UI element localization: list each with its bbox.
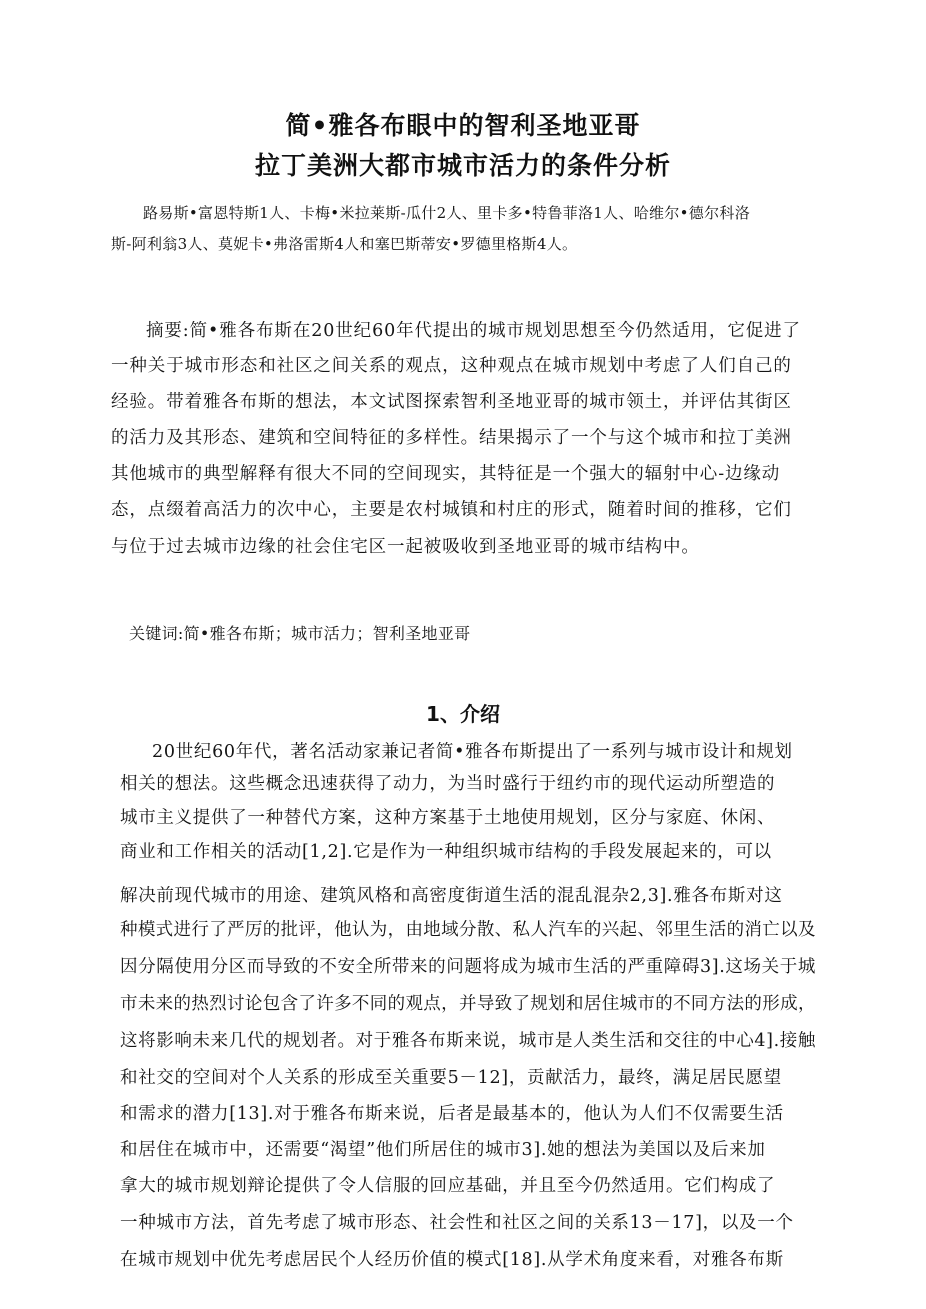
body-line: 在城市规划中优先考虑居民个人经历价值的模式[18].从学术角度来看，对雅各布斯	[120, 1250, 784, 1270]
body-line: 一种城市方法，首先考虑了城市形态、社会性和社区之间的关系13－17]，以及一个	[120, 1213, 794, 1233]
keywords: 关键词:简•雅各布斯；城市活力；智利圣地亚哥	[129, 624, 471, 643]
body-line: 20世纪60年代，著名活动家兼记者简•雅各布斯提出了一系列与城市设计和规划	[152, 742, 793, 762]
body-line: 和居住在城市中，还需要“渴望”他们所居住的城市3].她的想法为美国以及后来加	[120, 1140, 766, 1160]
body-line: 解决前现代城市的用途、建筑风格和高密度街道生活的混乱混杂2,3].雅各布斯对这	[120, 886, 783, 906]
abstract-line: 与位于过去城市边缘的社会住宅区一起被吸收到圣地亚哥的城市结构中。	[111, 537, 700, 557]
section-heading: 1、介绍	[426, 702, 500, 726]
body-line: 城市主义提供了一种替代方案，这种方案基于土地使用规划，区分与家庭、休闲、	[120, 808, 776, 828]
body-line: 相关的想法。这些概念迅速获得了动力，为当时盛行于纽约市的现代运动所塑造的	[120, 774, 776, 794]
body-line: 种模式进行了严厉的批评，他认为，由地域分散、私人汽车的兴起、邻里生活的消亡以及	[120, 920, 816, 940]
abstract-line: 的活力及其形态、建筑和空间特征的多样性。结果揭示了一个与这个城市和拉丁美洲	[111, 428, 792, 448]
abstract-line: 摘要:简•雅各布斯在20世纪60年代提出的城市规划思想至今仍然适用，它促进了	[146, 321, 801, 341]
body-line: 和需求的潜力[13].对于雅各布斯来说，后者是最基本的，他认为人们不仅需要生活	[120, 1104, 784, 1124]
body-line: 这将影响未来几代的规划者。对于雅各布斯来说，城市是人类生活和交往的中心4].接触	[120, 1031, 817, 1051]
body-line: 和社交的空间对个人关系的形成至关重要5－12]，贡献活力，最终，满足居民愿望	[120, 1068, 782, 1088]
abstract-line: 经验。带着雅各布斯的想法，本文试图探索智利圣地亚哥的城市领土，并评估其街区	[111, 392, 792, 412]
body-line: 拿大的城市规划辩论提供了令人信服的回应基础，并且至今仍然适用。它们构成了	[120, 1176, 776, 1196]
abstract-line: 态，点缀着高活力的次中心，主要是农村城镇和村庄的形式，随着时间的推移，它们	[111, 500, 792, 520]
body-line: 因分隔使用分区而导致的不安全所带来的问题将成为城市生活的严重障碍3].这场关于城	[120, 957, 817, 977]
abstract-line: 一种关于城市形态和社区之间关系的观点，这种观点在城市规划中考虑了人们自己的	[111, 356, 792, 376]
body-line: 商业和工作相关的活动[1,2].它是作为一种组织城市结构的手段发展起来的，可以	[120, 842, 772, 862]
authors-line-2: 斯-阿利翁3人、莫妮卡•弗洛雷斯4人和塞巴斯蒂安•罗德里格斯4人。	[111, 235, 578, 253]
abstract-line: 其他城市的典型解释有很大不同的空间现实，其特征是一个强大的辐射中心-边缘动	[111, 464, 781, 484]
title-line-2: 拉丁美洲大都市城市活力的条件分析	[254, 151, 671, 180]
authors-line-1: 路易斯•富恩特斯1人、卡梅•米拉莱斯-瓜什2人、里卡多•特鲁菲洛1人、哈维尔•德尔科洛	[143, 204, 750, 222]
body-line: 市未来的热烈讨论包含了许多不同的观点，并导致了规划和居住城市的不同方法的形成，	[120, 994, 816, 1014]
title-line-1: 简•雅各布眼中的智利圣地亚哥	[285, 111, 641, 140]
